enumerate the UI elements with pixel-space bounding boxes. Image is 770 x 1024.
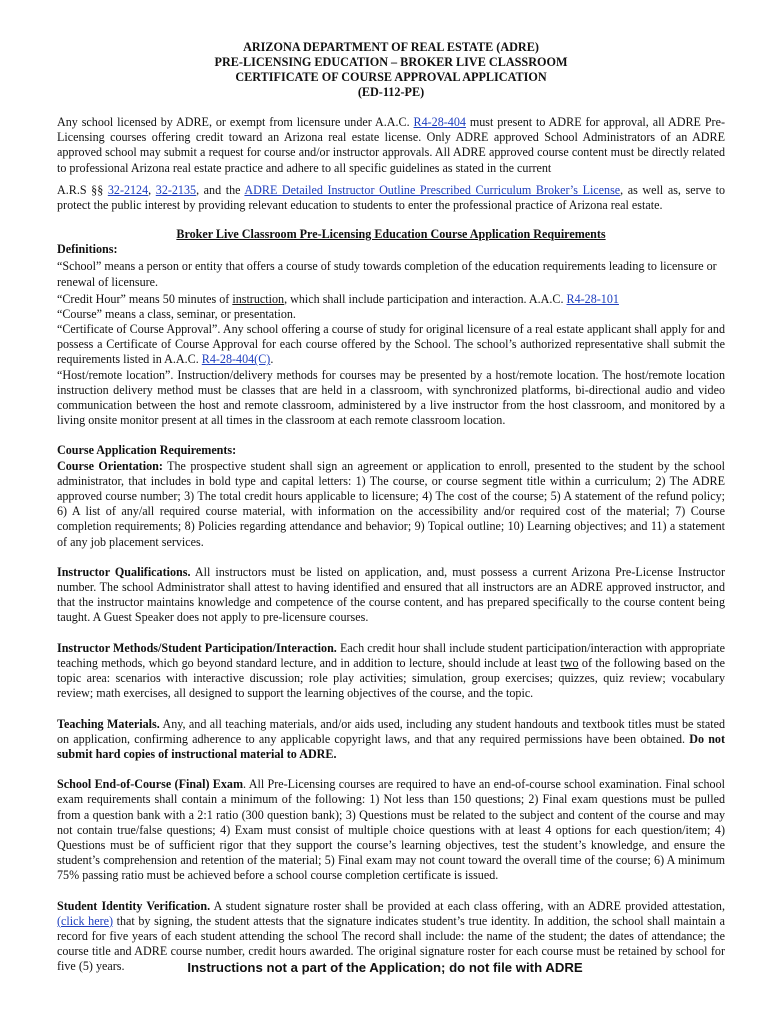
course-orientation-label: Course Orientation:	[57, 458, 163, 473]
instructor-qualifications-text: All instructors must be listed on application, and, must possess a current Arizona Pre-License Instructor number. The school Administrator shall attest to having identified and ensured that all instructors are an ADRE approved instructor, and that the instructor maintains knowledge and competence of the course content, and has prepared specifically to the course content being taught. A Guest Speaker does not apply to pre-licensure courses.	[57, 564, 726, 625]
instructor-methods-label: Instructor Methods/Student Participation/Interaction.	[57, 640, 337, 655]
instructor-methods-text: two	[560, 655, 579, 670]
instructor-qualifications-label: Instructor Qualifications.	[57, 564, 191, 579]
page-footer-note: Instructions not a part of the Application; do not file with ADRE	[187, 960, 583, 975]
definition-text: .	[270, 352, 274, 367]
statute-text: ,	[148, 182, 156, 197]
header-form-title: CERTIFICATE OF COURSE APPROVAL APPLICATION	[235, 70, 547, 84]
rule-link-r4-28-101[interactable]: R4-28-101	[566, 291, 619, 306]
statute-text: , as well as, serve to protect the public interest by providing relevant education to students to enter the professional practice of Arizona real estate.	[57, 182, 726, 213]
course-application-heading: Course Application Requirements:	[57, 443, 237, 458]
final-exam-paragraph	[57, 777, 725, 883]
identity-verification-label: Student Identity Verification.	[57, 898, 211, 913]
definition-text: “Credit Hour” means 50 minutes of	[57, 291, 233, 306]
definitions-section	[57, 242, 725, 428]
document-header	[57, 40, 725, 100]
teaching-materials-text: Any, and all teaching materials, and/or aids used, including any student handouts and textbook titles must be stated on application, confirming adherence to any applicable copyright laws, and that any required permissions have been obtained.	[57, 716, 725, 746]
header-form-number: (ED-112-PE)	[357, 85, 425, 99]
definition-text: “Certificate of Course Approval”. Any school offering a course of study for original licensure of a real estate applicant shall apply for and possess a Certificate of Course Approval for each course offered by the School. The school’s authorized representative shall submit the requirements listed in A.A.C.	[57, 322, 725, 367]
instructor-methods-text: of the following based on the topic area: scenarios with interactive discussion; role play activities; simulation, group exercises; quizzes, quiz review; vocabulary review; math exercises, all designed to support the learning objectives of the course, and the topic.	[57, 655, 725, 701]
statute-link-32-2135[interactable]: 32-2135	[155, 182, 197, 197]
instructor-qualifications-paragraph	[57, 565, 725, 626]
teaching-materials-paragraph	[57, 717, 725, 763]
definitions-heading: Definitions:	[57, 242, 118, 257]
definition-text: instruction	[232, 291, 285, 306]
statute-link-32-2124[interactable]: 32-2124	[107, 182, 149, 197]
intro-paragraph	[57, 115, 725, 176]
header-agency: ARIZONA DEPARTMENT OF REAL ESTATE (ADRE)	[243, 40, 539, 54]
definition-text: , which shall include participation and interaction. A.A.C.	[284, 291, 567, 306]
statute-paragraph	[57, 183, 725, 213]
instructor-methods-text: Each credit hour shall include student participation/interaction with appropriate teaching methods, which go beyond standard lecture, and in addition to lecture, should include at least	[57, 640, 725, 670]
rule-link-r4-28-404[interactable]: R4-28-404	[413, 115, 466, 129]
final-exam-label: School End-of-Course (Final) Exam	[57, 777, 244, 792]
header-program: PRE-LICENSING EDUCATION – BROKER LIVE CLASSROOM	[214, 55, 568, 69]
teaching-materials-label: Teaching Materials.	[57, 716, 160, 731]
definition-host-remote: “Host/remote location”. Instruction/delivery methods for courses may be presented by a host/remote location. The host/remote location instruction delivery method must be classes that are held in a classroom, with synchronized platforms, bi-directional audio and video communication between the host and remote classroom, administered by a live instructor from the host classroom, and monitored by a living onsite monitor present at all times in the classroom at each remote classroom location.	[57, 367, 725, 428]
teaching-materials-note: Do not submit hard copies of instructional material to ADRE.	[57, 731, 725, 761]
definition-certificate	[57, 322, 725, 368]
definition-course: “Course” means a class, seminar, or presentation.	[57, 306, 296, 321]
course-orientation-paragraph	[57, 459, 725, 550]
intro-text: Any school licensed by ADRE, or exempt from licensure under A.A.C.	[57, 115, 414, 129]
intro-text: must present to ADRE for approval, all ADRE Pre-Licensing courses offering credit toward an Arizona real estate license. Only ADRE approved School Administrators of an ADRE approved school may submit a request for course and/or instructor approvals. All ADRE approved course content must be directly related to professional Arizona real estate practice and adhere to all specific guidelines as stated in the current	[57, 115, 725, 175]
statute-text: , and the	[196, 182, 245, 197]
course-orientation-text: The prospective student shall sign an agreement or application to enroll, presented to the student by the school administrator, that includes in bold type and capital letters: 1) The course, or course segment title within a curriculum; 2) The ADRE approved course number; 3) The total credit hours applicable to licensure; 4) The cost of the course; 5) A statement of the refund policy; 6) A list of any/all required course material, with information on the accessibility and/or required cost of the material; 7) Course completion requirements; 8) Policies regarding attendance and behavior; 9) Topical outline; 10) Learning objectives; and 11) a statement of any job placement services.	[57, 458, 725, 549]
instructor-methods-paragraph	[57, 641, 725, 702]
document-page	[57, 40, 725, 975]
identity-verification-text: A student signature roster shall be provided at each class offering, with an ADRE provided attestation,	[210, 898, 725, 913]
statute-text: A.R.S §§	[57, 182, 108, 197]
attestation-link[interactable]: (click here)	[57, 913, 113, 928]
definition-school: “School” means a person or entity that offers a course of study towards completion of the education requirements leading to licensure or renewal of licensure.	[57, 258, 717, 289]
final-exam-text: . All Pre-Licensing courses are required to have an end-of-course school examination. Final school exam requirements shall contain a minimum of the following: 1) Not less than 150 questions; 2) Final exam questions must be pulled from a question bank with a 2:1 ratio (300 question bank); 3) Questions must be related to the subject and content of the course and may not contain true/false questions; 4) Exam must consist of multiple choice questions with at least 4 options for each question/item; 4) Questions must be of sufficient rigor that they support the course’s learning objectives, test the student’s knowledge, and ensure the student’s comprehension and retention of the material; 5) Final exam may not count toward the overall time of the course; 6) A minimum 75% passing ratio must be achieved before a school course completion certificate is issued.	[57, 777, 725, 883]
curriculum-outline-link[interactable]: ADRE Detailed Instructor Outline Prescribed Curriculum Broker’s License	[244, 182, 621, 197]
course-application-section	[57, 443, 725, 549]
identity-verification-text: that by signing, the student attests that the signature indicates student’s true identity. In addition, the school shall maintain a record for five years of each student attending the school The record shall include: the name of the student; the dates of attendance; the course title and ADRE course number, credit hours awarded. The original signature roster for each course must be retained by school for five (5) years.	[57, 913, 726, 974]
definition-credit-hour	[57, 292, 725, 307]
rule-link-r4-28-404c[interactable]: R4-28-404(C)	[201, 352, 271, 367]
requirements-title: Broker Live Classroom Pre-Licensing Education Course Application Requirements	[176, 227, 606, 242]
